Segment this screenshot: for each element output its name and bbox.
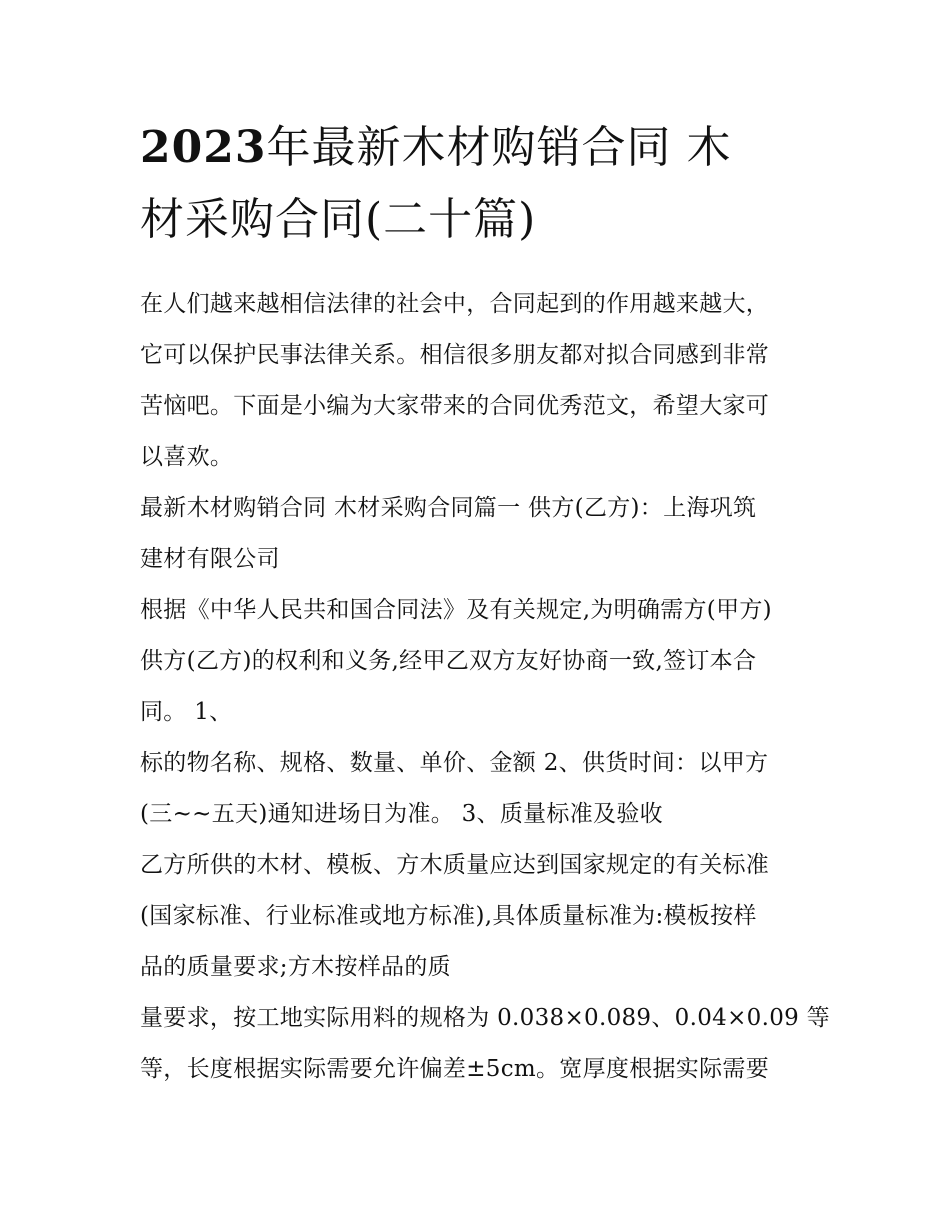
paragraph-line: 量要求，按工地实际用料的规格为 0.038×0.089、0.04×0.09 等 xyxy=(140,1005,830,1031)
paragraph-line: 乙方所供的木材、模板、方木质量应达到国家规定的有关标准 xyxy=(140,852,770,878)
paragraph-line: (国家标准、行业标准或地方标准),具体质量标准为:模板按样 xyxy=(140,903,757,929)
paragraph-line: 标的物名称、规格、数量、单价、金额 2、供货时间：以甲方 xyxy=(140,750,769,776)
paragraph-line: 供方(乙方)的权利和义务,经甲乙双方友好协商一致,签订本合 xyxy=(140,648,757,674)
paragraph-line: 它可以保护民事法律关系。相信很多朋友都对拟合同感到非常 xyxy=(140,342,770,368)
title-year: 2023 xyxy=(140,122,267,173)
paragraph-specifications xyxy=(140,993,830,1095)
paragraph-line: 品的质量要求;方木按样品的质 xyxy=(140,954,451,980)
title-line2: 材采购合同(二十篇) xyxy=(140,194,537,245)
paragraph-line: 根据《中华人民共和国合同法》及有关规定,为明确需方(甲方) xyxy=(140,597,772,623)
title-line1: 年最新木材购销合同 木 xyxy=(266,122,732,173)
paragraph-line: 等，长度根据实际需要允许偏差±5cm。宽厚度根据实际需要 xyxy=(140,1056,769,1082)
paragraph-line: 在人们越来越相信法律的社会中，合同起到的作用越来越大， xyxy=(140,291,770,317)
paragraph-line: 最新木材购销合同 木材采购合同篇一 供方(乙方)：上海巩筑 xyxy=(140,495,757,521)
paragraph-line: 以喜欢。 xyxy=(140,444,234,470)
paragraph-legal-basis xyxy=(140,585,820,738)
paragraph-quality-standard xyxy=(140,840,820,993)
document-body xyxy=(140,279,830,1095)
paragraph-line: (三~~五天)通知进场日为准。 3、质量标准及验收 xyxy=(140,801,663,827)
document-title xyxy=(140,112,820,256)
paragraph-line: 建材有限公司 xyxy=(140,546,280,572)
paragraph-line: 苦恼吧。下面是小编为大家带来的合同优秀范文，希望大家可 xyxy=(140,393,770,419)
paragraph-items-delivery xyxy=(140,738,820,840)
paragraph-contract-parties xyxy=(140,483,820,585)
paragraph-line: 同。 1、 xyxy=(140,699,233,725)
paragraph-intro xyxy=(140,279,820,483)
